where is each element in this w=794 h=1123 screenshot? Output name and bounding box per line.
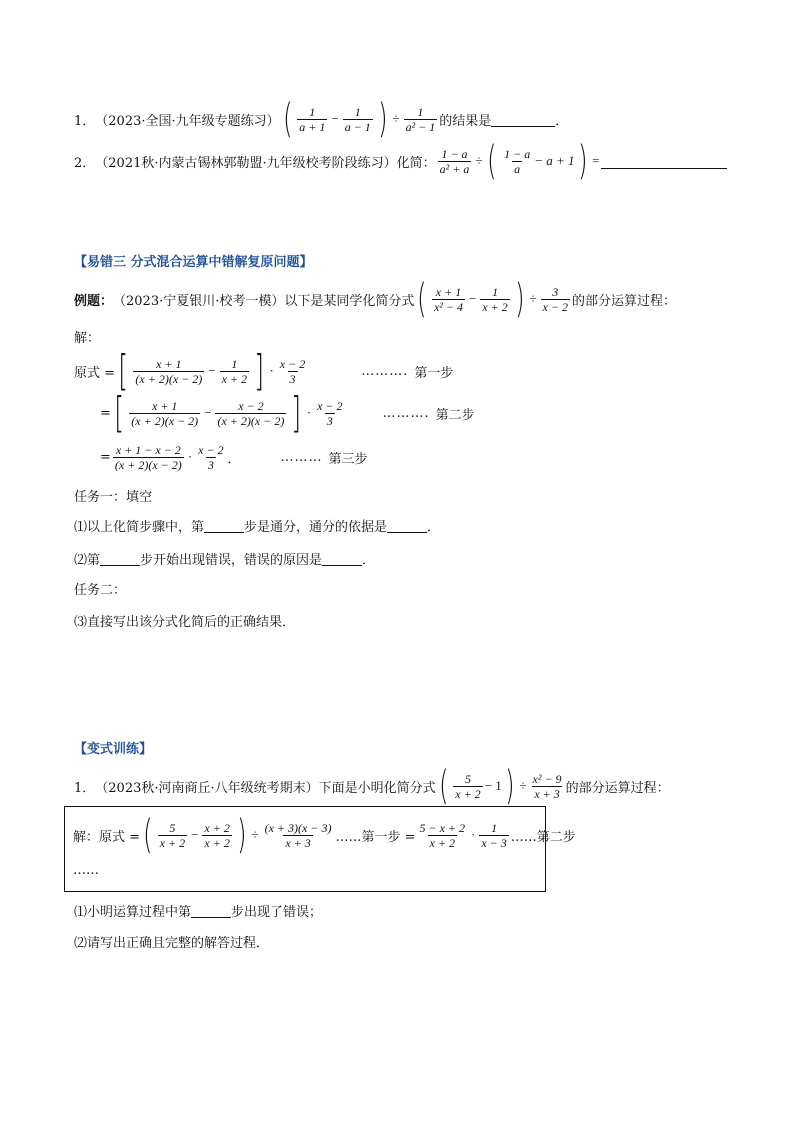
question-number: 1． bbox=[74, 113, 96, 129]
fraction: $\frac{x + 1}{\text{x² − 4}}$ bbox=[433, 284, 464, 314]
question-source: （2023·全国·九年级专题练习） bbox=[95, 113, 280, 129]
question-number: 2． bbox=[74, 155, 96, 171]
answer-blank[interactable] bbox=[322, 551, 362, 566]
right-paren: ) bbox=[514, 276, 525, 322]
solution-step-3: = $\frac{x + 1 - x - 2}{(x + 2)(x - 2)}$ · $\frac{x - 2}{3}$ ． ……… 第三步 bbox=[100, 442, 368, 472]
fraction: $\frac{1}{a - 1}$ bbox=[344, 104, 371, 134]
variant-item-1: ⑴小明运算过程中第 步出现了错误； bbox=[74, 904, 323, 920]
example-label: 例题： bbox=[74, 293, 114, 309]
fraction: $\frac{x + 1}{(x + 2)(x - 2)}$ bbox=[135, 356, 203, 386]
question-source: （2023秋·河南商丘·八年级统考期末）下面是小明化简分式 bbox=[95, 780, 436, 796]
task-2-item-3: ⑶直接写出该分式化简后的正确结果． bbox=[74, 615, 296, 630]
fraction: $\frac{1 - a}{a}$ bbox=[504, 146, 531, 176]
right-paren: ) bbox=[377, 96, 388, 142]
section-heading: 【变式训练】 bbox=[74, 742, 153, 757]
question-source: （2023·宁夏银川·校考一模）以下是某同学化简分式 bbox=[113, 293, 415, 309]
fraction: $\frac{x + 1}{(x + 2)(x - 2)}$ bbox=[131, 398, 199, 428]
fraction: $\frac{x + 2}{x + 2}$ bbox=[204, 820, 230, 850]
question-text: 的部分运算过程： bbox=[565, 780, 670, 796]
fraction: $\frac{1}{x + 2}$ bbox=[482, 284, 508, 314]
answer-blank[interactable] bbox=[387, 518, 427, 533]
fraction: $\frac{x - 2}{3}$ bbox=[317, 398, 343, 428]
answer-blank[interactable] bbox=[204, 518, 244, 533]
question-2: 2． （2021秋·内蒙古锡林郭勒盟·九年级校考阶段练习）化简： $\frac{1 - a}{\text{a² + a}}$ ÷ ( $\frac{1 - a}{a}$ − a + 1 ) = bbox=[74, 141, 727, 181]
fraction: $\frac{5}{x + 2}$ bbox=[455, 771, 481, 801]
step-label: 第二步 bbox=[435, 407, 475, 423]
solution-label: 解： bbox=[74, 331, 101, 346]
fraction: $\frac{(x + 3)(x - 3)}{x + 3}$ bbox=[264, 820, 332, 850]
example-question: 例题： （2023·宁夏银川·校考一模）以下是某同学化简分式 ( $\frac{x + 1}{\text{x² − 4}}$ − $\frac{1}{x + 2}$ ) ÷ $\frac{3}{x - 2}$ 的部分运算过程： bbox=[74, 276, 676, 322]
fraction: $\frac{1}{\text{a² − 1}}$ bbox=[405, 104, 436, 134]
fraction: $\frac{1 - a}{\text{a² + a}}$ bbox=[439, 146, 470, 176]
answer-blank[interactable] bbox=[100, 551, 140, 566]
left-paren: ( bbox=[487, 138, 497, 184]
variant-question-1: 1． （2023秋·河南商丘·八年级统考期末）下面是小明化简分式 ( $\frac{5}{x + 2}$ − 1 ) ÷ $\frac{\text{x² − 9}}{x + 3}$ 的部分运算过程： bbox=[74, 763, 670, 809]
answer-blank[interactable] bbox=[601, 154, 727, 169]
left-paren: ( bbox=[438, 763, 449, 809]
fraction: $\frac{x + 1 - x - 2}{(x + 2)(x - 2)}$ bbox=[114, 442, 182, 472]
task-2-title: 任务二： bbox=[74, 583, 127, 598]
fraction: $\frac{3}{x - 2}$ bbox=[542, 284, 568, 314]
box-solution-line: 解：原式 = ( $\frac{5}{x + 2}$ − $\frac{x + 2}{x + 2}$ ) ÷ $\frac{(x + 3)(x - 3)}{x + 3}$ ……第一步 = $\frac{5 - x + 2}{x + 2}$ · $\frac{1}{x - 3}$ ……第二步 bbox=[73, 812, 576, 858]
question-source: （2021秋·内蒙古锡林郭勒盟·九年级校考阶段练习）化简： bbox=[95, 155, 436, 171]
solution-box bbox=[64, 806, 576, 892]
question-1: 1． （2023·全国·九年级专题练习） ( $\frac{1}{a + 1}$ − $\frac{1}{a - 1}$ ) ÷ $\frac{1}{\text{a² − 1}}$ 的结果是 ． bbox=[74, 96, 569, 142]
fraction: $\frac{x - 2}{3}$ bbox=[279, 356, 306, 386]
question-text: 的结果是 bbox=[439, 113, 492, 129]
fraction: $\frac{1}{x + 2}$ bbox=[221, 356, 248, 386]
left-paren: ( bbox=[282, 96, 293, 142]
variant-item-2: ⑵请写出正确且完整的解答过程． bbox=[74, 936, 270, 951]
left-paren: ( bbox=[417, 276, 427, 322]
task-1-item-2: ⑵第 步开始出现错误，错误的原因是 ． bbox=[74, 552, 376, 568]
solution-step-2: = [ $\frac{x + 1}{(x + 2)(x - 2)}$ − $\frac{x - 2}{(x + 2)(x - 2)}$ ] · $\frac{x - 2}{3}$ ………. 第二步 bbox=[100, 388, 475, 437]
ellipsis: …… bbox=[73, 863, 99, 878]
task-1-item-1: ⑴以上化简步骤中，第 步是通分，通分的依据是 ． bbox=[74, 519, 441, 535]
right-paren: ) bbox=[577, 138, 587, 184]
fraction: $\frac{1}{a + 1}$ bbox=[299, 104, 326, 134]
step-label: 第三步 bbox=[328, 451, 368, 467]
fraction: $\frac{x - 2}{(x + 2)(x - 2)}$ bbox=[217, 398, 285, 428]
solution-lead: 原式 = bbox=[74, 365, 116, 381]
fraction: $\frac{\text{x² − 9}}{x + 3}$ bbox=[532, 771, 562, 801]
question-text: 的部分运算过程： bbox=[571, 293, 676, 309]
section-heading: 【易错三 分式混合运算中错解复原问题】 bbox=[74, 255, 313, 270]
answer-blank[interactable] bbox=[191, 903, 231, 918]
right-paren: ) bbox=[504, 763, 515, 809]
question-number: 1． bbox=[74, 780, 96, 796]
fraction: $\frac{1}{x - 3}$ bbox=[481, 820, 507, 850]
answer-blank[interactable] bbox=[491, 112, 555, 127]
task-1-title: 任务一：填空 bbox=[74, 490, 153, 505]
step-label: ……第一步 = bbox=[335, 829, 416, 845]
solution-step-1: 原式 = [ $\frac{x + 1}{(x + 2)(x - 2)}$ − $\frac{1}{x + 2}$ ] · $\frac{x - 2}{3}$ ………. 第一步 bbox=[74, 346, 454, 395]
step-label: ……第二步 bbox=[510, 829, 576, 845]
fraction: $\frac{x - 2}{3}$ bbox=[198, 442, 224, 472]
fraction: $\frac{5}{x + 2}$ bbox=[159, 820, 186, 850]
step-label: 第一步 bbox=[414, 365, 454, 381]
fraction: $\frac{5 - x + 2}{x + 2}$ bbox=[419, 820, 466, 850]
